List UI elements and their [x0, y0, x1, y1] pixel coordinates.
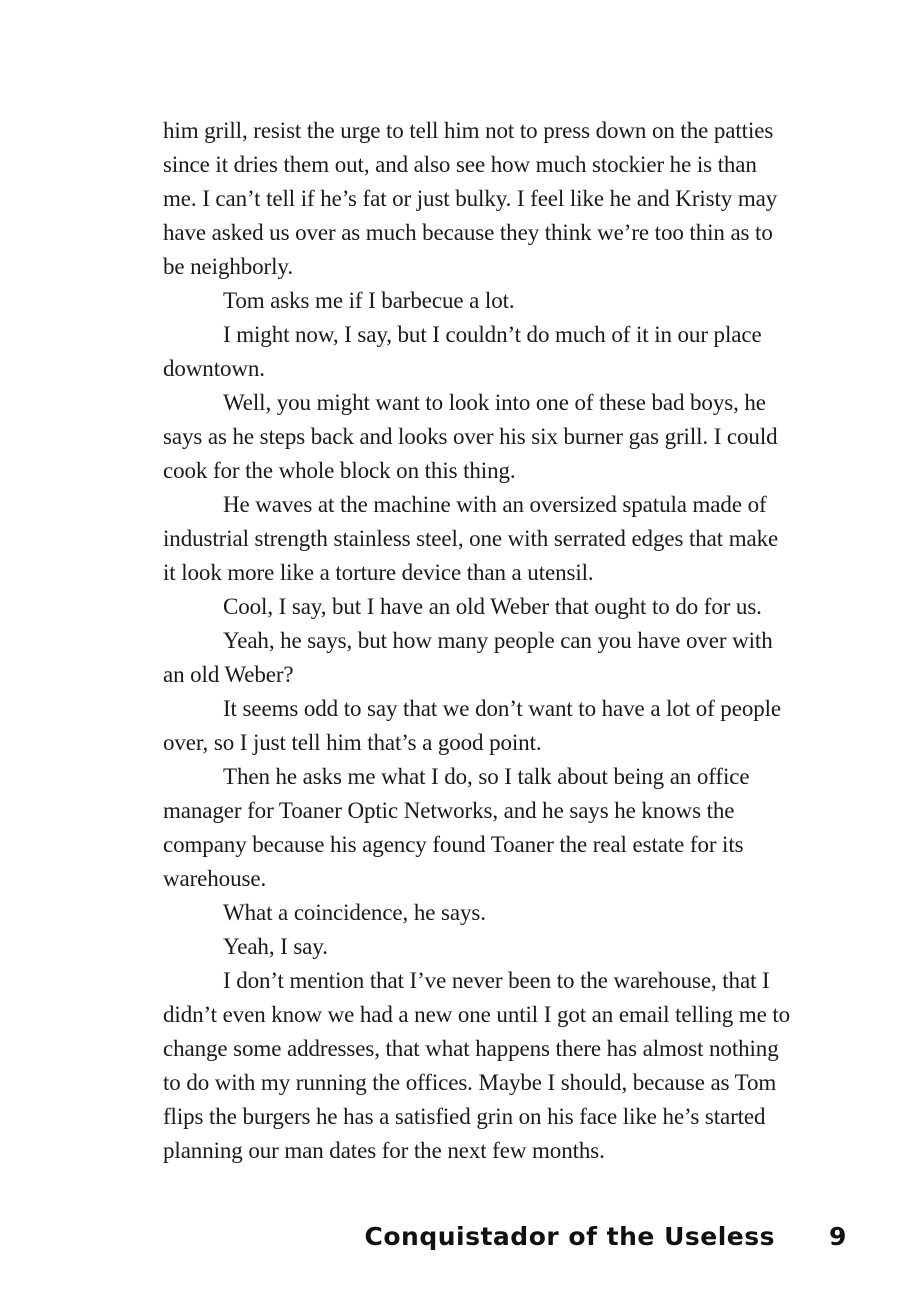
page-number: 9: [829, 1222, 847, 1251]
paragraph: Then he asks me what I do, so I talk about being an office manager for Toaner Optic Networks, and he says he knows the company because his agency found Toaner the real estate for its warehouse.: [163, 764, 750, 891]
page-footer: [0, 1222, 900, 1262]
paragraph: Cool, I say, but I have an old Weber that ought to do for us.: [223, 594, 762, 619]
paragraph: him grill, resist the urge to tell him not to press down on the patties since it dries them out, and also see how much stockier he is than me. I can’t tell if he’s fat or just bulky. I feel like he and Kristy may have asked us over as much because they think we’re too thin as to be neighborly.: [163, 118, 778, 279]
paragraph: Yeah, he says, but how many people can you have over with an old Weber?: [163, 628, 773, 687]
paragraph: He waves at the machine with an oversized spatula made of industrial strength stainless steel, one with serrated edges that make it look more like a torture device than a utensil.: [163, 492, 779, 585]
paragraph: Well, you might want to look into one of these bad boys, he says as he steps back and looks over his six burner gas grill. I could cook for the whole block on this thing.: [163, 390, 778, 483]
paragraph: What a coincidence, he says.: [223, 900, 486, 925]
paragraph: It seems odd to say that we don’t want to have a lot of people over, so I just tell him that’s a good point.: [163, 696, 782, 755]
paragraph: Yeah, I say.: [223, 934, 328, 959]
paragraph: Tom asks me if I barbecue a lot.: [223, 288, 515, 313]
running-title: Conquistador of the Useless: [364, 1222, 775, 1251]
body-text: [163, 114, 793, 1168]
paragraph: I might now, I say, but I couldn’t do much of it in our place downtown.: [163, 322, 762, 381]
paragraph: I don’t mention that I’ve never been to the warehouse, that I didn’t even know we had a new one until I got an email telling me to change some addresses, that what happens there has almost nothing to do with my running the offices. Maybe I should, because as Tom flips the burgers he has a satisfied grin on his face like he’s started planning our man dates for the next few months.: [163, 968, 791, 1163]
